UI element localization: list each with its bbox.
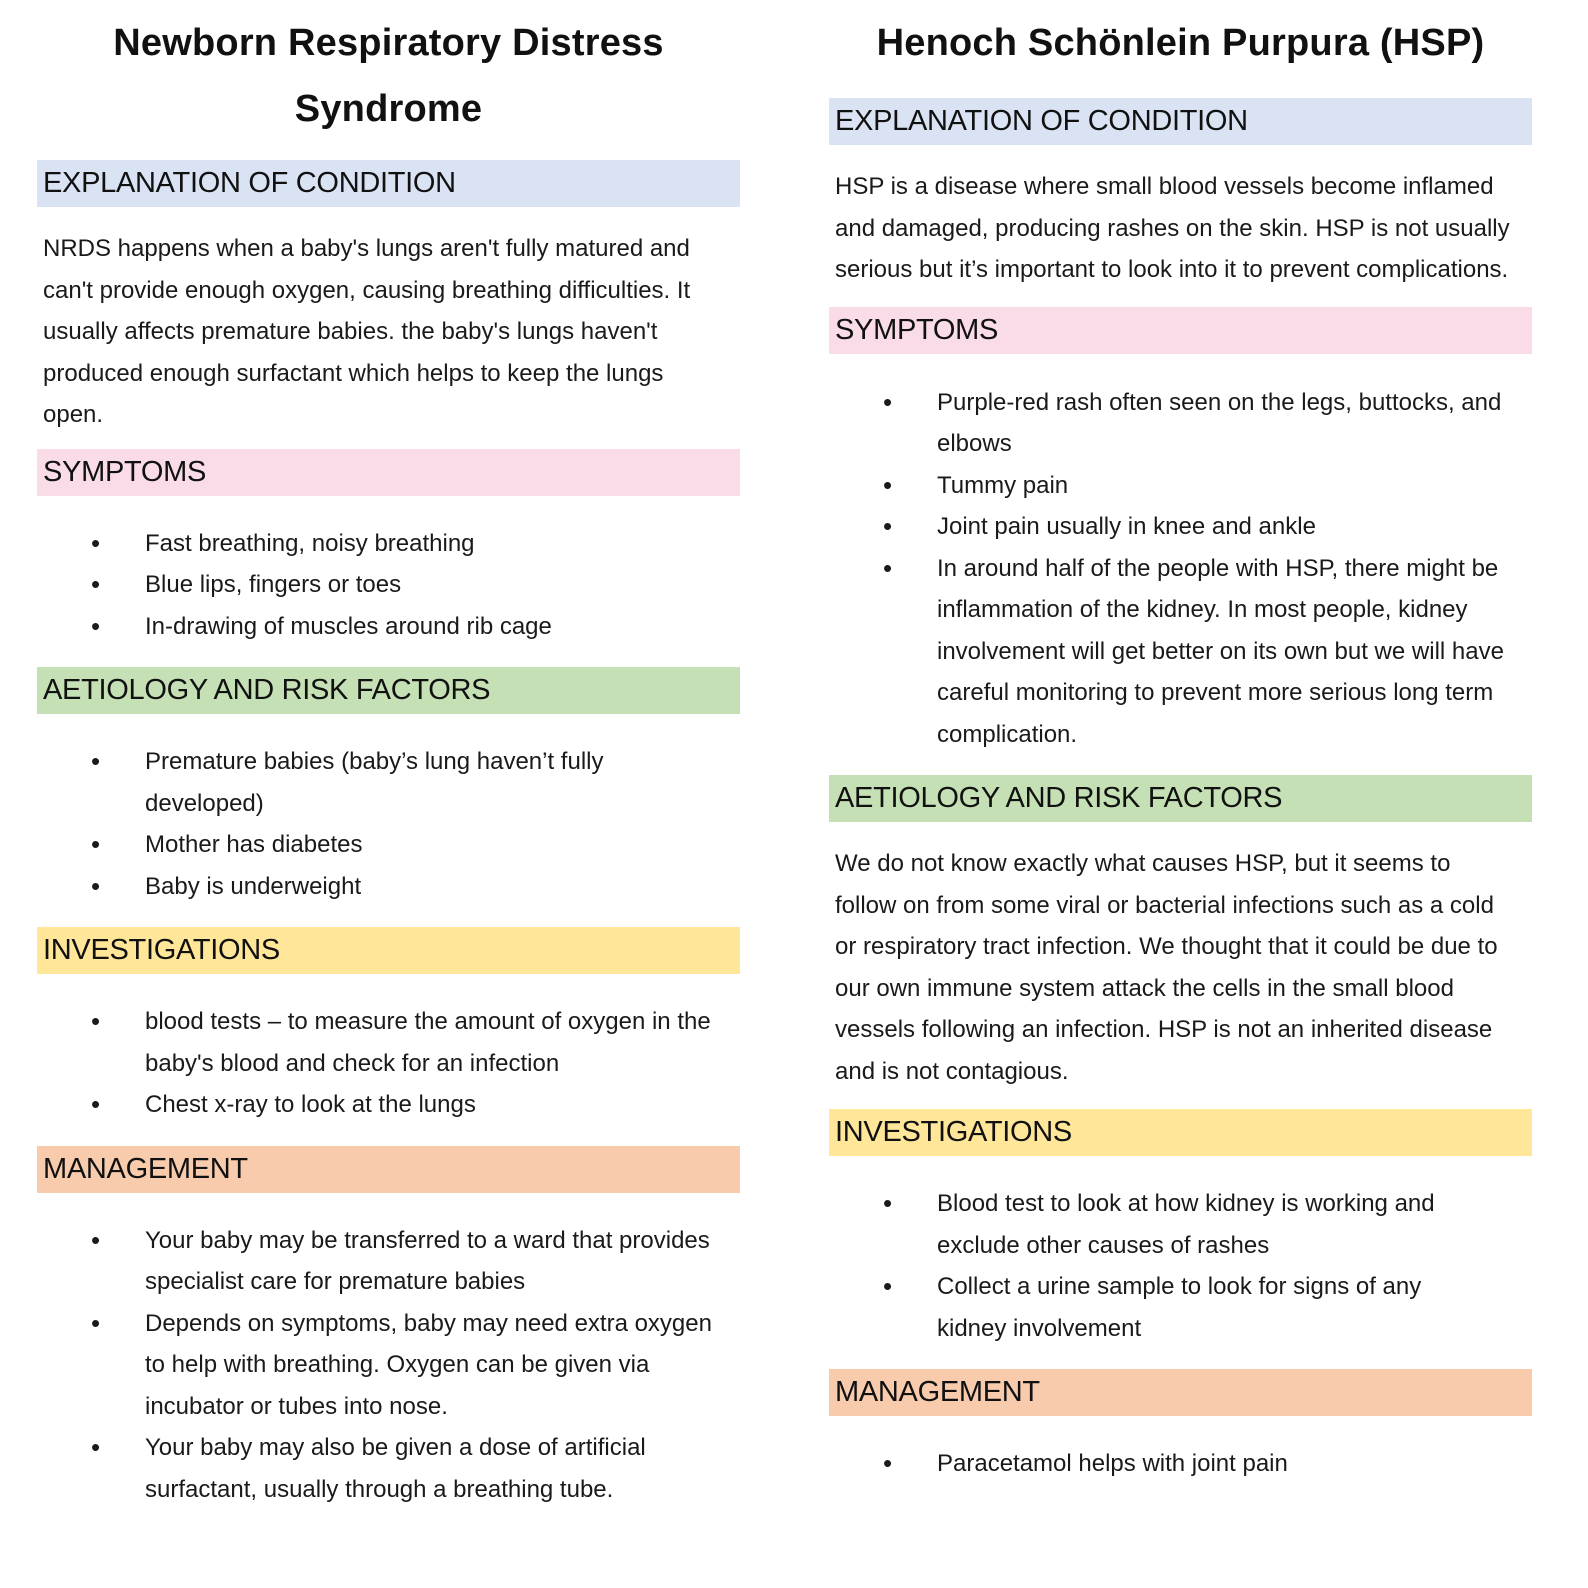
right-investigations-header: INVESTIGATIONS	[829, 1109, 1532, 1156]
list-item: • Purple-red rash often seen on the legs, buttocks, and elbows	[829, 382, 1532, 465]
left-column	[37, 0, 740, 1510]
list-item: • Blue lips, fingers or toes	[37, 564, 740, 606]
left-symptoms-header: SYMPTOMS	[37, 449, 740, 496]
list-item: • Chest x-ray to look at the lungs	[37, 1084, 740, 1126]
right-title: Henoch Schönlein Purpura (HSP)	[876, 22, 1485, 64]
right-column	[829, 0, 1532, 1485]
right-explanation-header: EXPLANATION OF CONDITION	[829, 98, 1532, 145]
list-item: • Joint pain usually in knee and ankle	[829, 506, 1532, 548]
list-item: • Depends on symptoms, baby may need extra oxygen to help with breathing. Oxygen can be given via incubator or tubes into nose.	[37, 1303, 717, 1428]
list-item: • Fast breathing, noisy breathing	[37, 523, 740, 565]
list-item: • Your baby may also be given a dose of artificial surfactant, usually through a breathing tube.	[37, 1427, 717, 1510]
right-symptoms-header: SYMPTOMS	[829, 307, 1532, 354]
list-item: • Mother has diabetes	[37, 824, 677, 866]
list-item: • Baby is underweight	[37, 866, 677, 908]
right-management-list	[829, 1443, 1532, 1485]
right-symptoms-list	[829, 382, 1532, 756]
left-management-list	[37, 1220, 717, 1511]
right-explanation-text: HSP is a disease where small blood vessels become inflamed and damaged, producing rashes on the skin. HSP is not usually serious but it’s important to look into it to prevent complications.	[835, 173, 1510, 283]
list-item: • In-drawing of muscles around rib cage	[37, 606, 740, 648]
list-item: • In around half of the people with HSP, there might be inflammation of the kidney. In most people, kidney involvement will get better on its own but we will have careful monitoring to prevent more serious long term complication.	[829, 548, 1532, 756]
left-aetiology-header: AETIOLOGY AND RISK FACTORS	[37, 667, 740, 714]
list-item: • blood tests – to measure the amount of oxygen in the baby's blood and check for an infection	[37, 1001, 740, 1084]
left-investigations-header: INVESTIGATIONS	[37, 927, 740, 974]
right-aetiology-text: We do not know exactly what causes HSP, but it seems to follow on from some viral or bacterial infections such as a cold or respiratory tract infection. We thought that it could be due to our own immune system attack the cells in the small blood vessels following an infection. HSP is not an inherited disease and is not contagious.	[835, 850, 1498, 1085]
right-investigations-list	[829, 1183, 1489, 1349]
left-investigations-list	[37, 1001, 740, 1126]
left-aetiology-list	[37, 741, 677, 907]
left-explanation-header: EXPLANATION OF CONDITION	[37, 160, 740, 207]
left-title	[37, 0, 740, 142]
right-management-header: MANAGEMENT	[829, 1369, 1532, 1416]
list-item: • Collect a urine sample to look for signs of any kidney involvement	[829, 1266, 1489, 1349]
right-aetiology-header: AETIOLOGY AND RISK FACTORS	[829, 775, 1532, 822]
list-item: • Premature babies (baby’s lung haven’t fully developed)	[37, 741, 677, 824]
left-management-header: MANAGEMENT	[37, 1146, 740, 1193]
left-symptoms-list	[37, 523, 740, 648]
list-item: • Blood test to look at how kidney is working and exclude other causes of rashes	[829, 1183, 1489, 1266]
left-title-text: Newborn Respiratory Distress Syndrome	[113, 22, 664, 130]
left-explanation-text: NRDS happens when a baby's lungs aren't fully matured and can't provide enough oxygen, causing breathing difficulties. It usually affects premature babies. the baby's lungs haven't produced enough surfactant which helps to keep the lungs open.	[43, 235, 691, 428]
list-item: • Your baby may be transferred to a ward that provides specialist care for premature babies	[37, 1220, 717, 1303]
list-item: • Paracetamol helps with joint pain	[829, 1443, 1532, 1485]
list-item: • Tummy pain	[829, 465, 1532, 507]
